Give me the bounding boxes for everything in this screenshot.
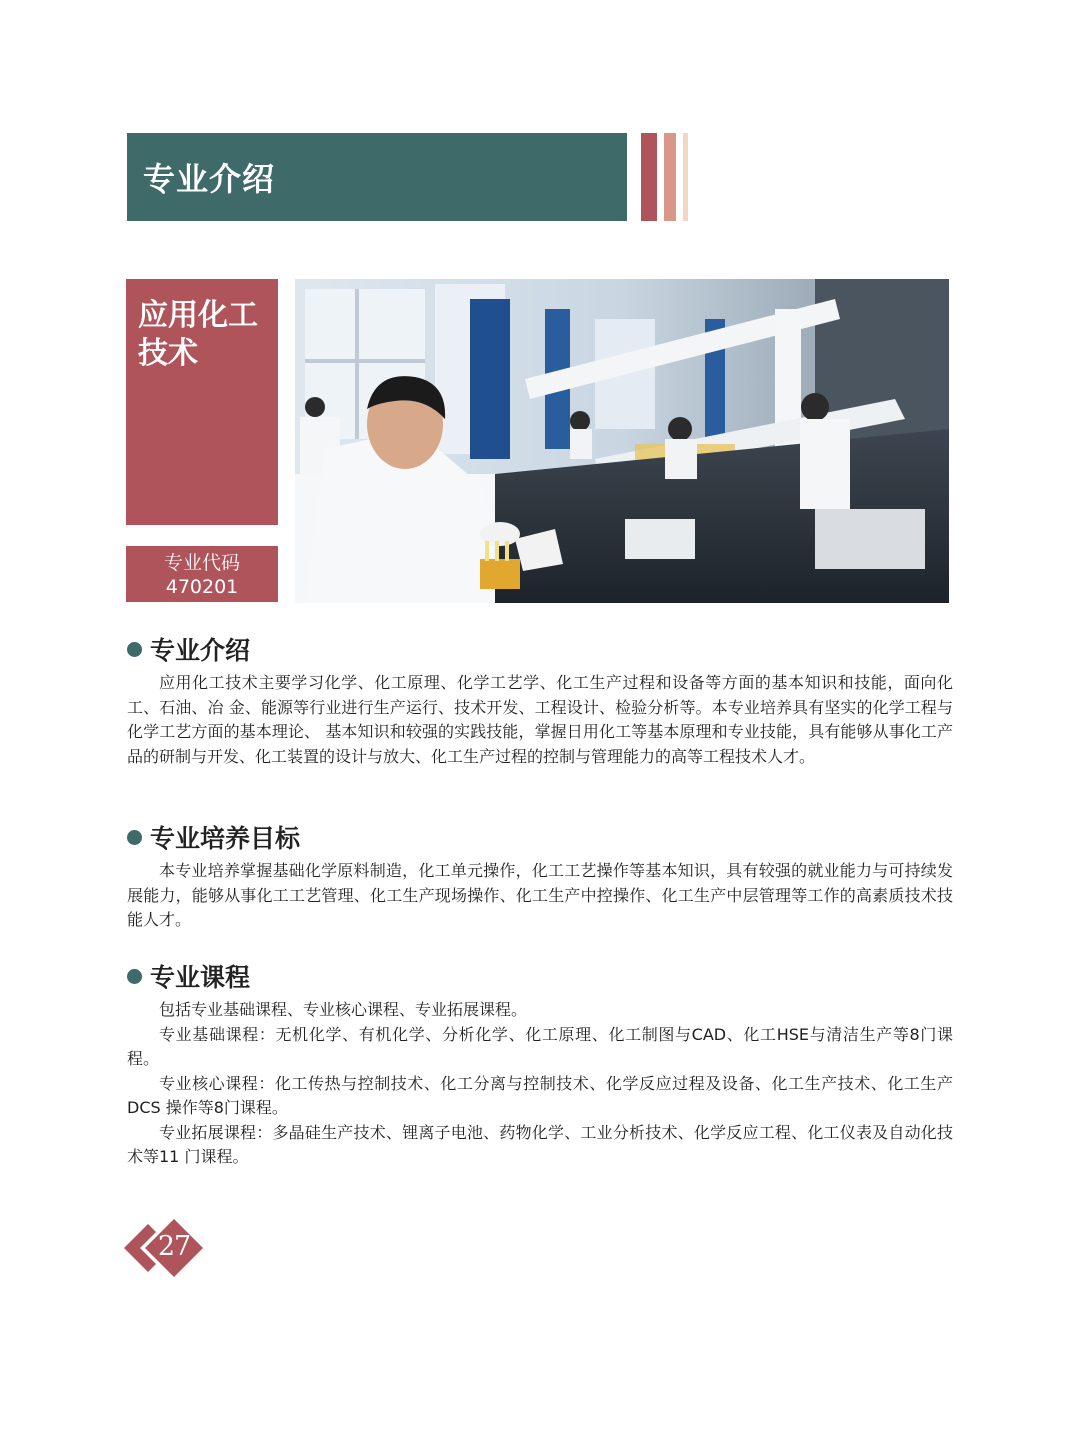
courses-overview: 包括专业基础课程、专业核心课程、专业拓展课程。 xyxy=(159,1000,528,1019)
major-code-box xyxy=(126,546,278,602)
courses-basic: 专业基础课程：无机化学、有机化学、分析化学、化工原理、化工制图与CAD、化工HSE与清洁生产等8门课程。 xyxy=(127,1024,953,1068)
section-heading-text: 专业课程 xyxy=(150,963,251,992)
bullet-icon xyxy=(127,830,142,845)
section-heading-courses xyxy=(127,961,953,991)
section-courses xyxy=(127,961,953,1170)
banner-stripe-1 xyxy=(641,133,657,221)
section-heading-goal xyxy=(127,822,953,852)
chemistry-lab-photo xyxy=(295,279,949,603)
section-heading-text: 专业介绍 xyxy=(150,636,251,665)
bullet-icon xyxy=(127,969,142,984)
header-banner xyxy=(127,133,627,221)
courses-core: 专业核心课程：化工传热与控制技术、化工分离与控制技术、化学反应过程及设备、化工生产技术、化工生产DCS 操作等8门课程。 xyxy=(127,1073,953,1117)
page-number: 27 xyxy=(157,1231,191,1262)
section-intro xyxy=(127,634,953,769)
major-code-label: 专业代码 xyxy=(163,552,240,574)
section-goal xyxy=(127,822,953,933)
banner-title: 专业介绍 xyxy=(143,160,276,198)
major-code: 470201 xyxy=(165,576,239,598)
banner-stripe-3 xyxy=(683,133,688,221)
major-name: 应用化工技术 xyxy=(138,298,258,371)
bullet-icon xyxy=(127,642,142,657)
intro-paragraph: 应用化工技术主要学习化学、化工原理、化学工艺学、化工生产过程和设备等方面的基本知识和技能，面向化工、石油、冶 金、能源等行业进行生产运行、技术开发、工程设计、检验分析等。本专业培养具有坚实的化学工程与化学工艺方面的基本理论、 基本知识和较强的实践技能，掌握日用化工等基本原理和专业技能，具有能够从事化工产品的研制与开发、化工装置的设计与放大、化工生产过程的控制与管理能力的高等工程技术人才。 xyxy=(127,673,953,766)
goal-paragraph: 本专业培养掌握基础化学原料制造，化工单元操作，化工工艺操作等基本知识，具有较强的就业能力与可持续发展能力，能够从事化工工艺管理、化工生产现场操作、化工生产中控操作、化工生产中层管理等工作的高素质技术技能人才。 xyxy=(127,861,953,929)
banner-stripe-2 xyxy=(664,133,676,221)
section-heading-intro xyxy=(127,634,953,664)
courses-extension: 专业拓展课程：多晶硅生产技术、锂离子电池、药物化学、工业分析技术、化学反应工程、化工仪表及自动化技术等11 门课程。 xyxy=(127,1122,953,1166)
section-heading-text: 专业培养目标 xyxy=(150,824,301,853)
major-name-box xyxy=(126,279,278,525)
